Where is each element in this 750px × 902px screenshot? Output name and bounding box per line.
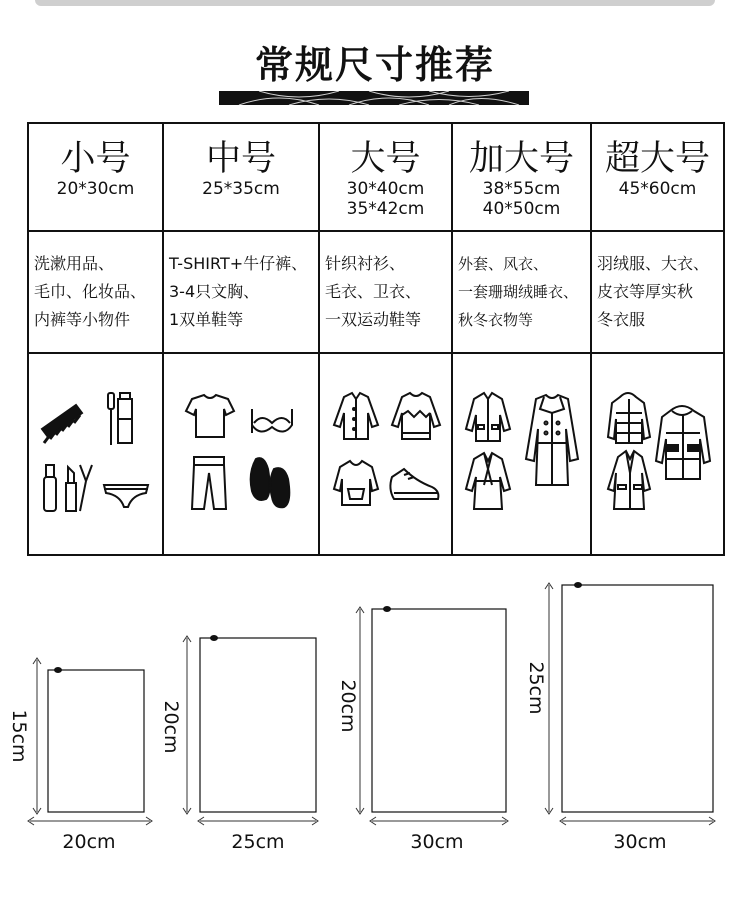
- usage-line: 冬衣服: [597, 310, 646, 329]
- parka-icon: [656, 406, 710, 479]
- bra-icon: [252, 409, 292, 433]
- toothpaste-icon: [118, 393, 132, 443]
- size-dimension: 38*55cm: [482, 179, 561, 199]
- usage-line: 毛衣、卫衣、: [325, 282, 422, 301]
- height-label: 20cm: [160, 700, 182, 754]
- usage-line: 内裤等小物件: [34, 310, 131, 329]
- title-decoration: [219, 91, 529, 105]
- icon-cell-large: [319, 353, 452, 555]
- size-dimension: 30*40cm: [346, 179, 425, 199]
- width-label: 20cm: [62, 831, 116, 853]
- size-cell-medium: [163, 123, 319, 231]
- size-cell-small: [28, 123, 163, 231]
- usage-line: 秋冬衣物等: [458, 311, 534, 329]
- size-row: [28, 123, 724, 231]
- usage-cell-small: [28, 231, 163, 353]
- height-label: 15cm: [8, 709, 30, 763]
- bag-medium: [160, 635, 318, 853]
- comb-icon: [42, 405, 82, 443]
- width-label: 25cm: [231, 831, 285, 853]
- width-label: 30cm: [613, 831, 667, 853]
- trench-coat-icon: [526, 395, 578, 485]
- icon-cell-xl: [452, 353, 591, 555]
- bag-seal-dot: [54, 667, 62, 673]
- bag-seal-dot: [210, 635, 218, 641]
- sneaker-icon: [390, 469, 438, 499]
- icon-cell-medium: [163, 353, 319, 555]
- page-title: 常规尺寸推荐: [254, 43, 495, 87]
- size-name: 加大号: [468, 139, 574, 179]
- size-dimension: 40*50cm: [482, 199, 561, 219]
- size-name: 小号: [60, 139, 131, 179]
- size-cell-large: [319, 123, 452, 231]
- usage-line: 一双运动鞋等: [325, 310, 422, 329]
- size-name: 大号: [350, 139, 421, 179]
- down-jacket-icon: [608, 393, 650, 443]
- size-cell-xxl: [591, 123, 724, 231]
- sweater-icon: [392, 393, 440, 439]
- bag-size-diagram: [0, 570, 750, 902]
- cosmetics-icon: [44, 465, 92, 511]
- bag-outline: [372, 609, 506, 812]
- width-label: 30cm: [410, 831, 464, 853]
- usage-line: 外套、风衣、: [458, 255, 549, 273]
- height-label: 20cm: [337, 679, 359, 733]
- height-label: 25cm: [525, 661, 547, 715]
- usage-line: 3-4只文胸、: [169, 282, 260, 301]
- shoes-icon: [251, 458, 290, 507]
- icon-cell-small: [28, 353, 163, 555]
- size-table: [27, 122, 725, 556]
- usage-row: [28, 231, 724, 353]
- robe-icon: [466, 453, 510, 509]
- bag-seal-dot: [383, 606, 391, 612]
- bag-outline: [562, 585, 713, 812]
- bag-outline: [48, 670, 144, 812]
- bag-seal-dot: [574, 582, 582, 588]
- usage-line: 羽绒服、大衣、: [597, 254, 710, 273]
- underwear-icon: [104, 485, 148, 507]
- size-dimension: 25*35cm: [202, 179, 280, 199]
- coat-icon: [608, 451, 650, 509]
- size-cell-xl: [452, 123, 591, 231]
- usage-line: 洗漱用品、: [34, 254, 115, 273]
- size-dimension: 35*42cm: [346, 199, 425, 219]
- bag-large: [337, 606, 508, 853]
- top-band: [35, 0, 715, 6]
- usage-line: 1双单鞋等: [169, 310, 244, 329]
- shirt-icon: [334, 393, 378, 439]
- bag-outline: [200, 638, 316, 812]
- size-name: 超大号: [604, 139, 710, 179]
- usage-line: 针织衬衫、: [325, 254, 406, 273]
- jeans-icon: [192, 457, 226, 509]
- jacket-icon: [466, 393, 510, 441]
- usage-cell-xl: [452, 231, 591, 353]
- bag-xl: [525, 582, 715, 853]
- usage-line: 皮衣等厚实秋: [597, 282, 694, 301]
- usage-line: 一套珊瑚绒睡衣、: [458, 283, 579, 301]
- usage-cell-xxl: [591, 231, 724, 353]
- usage-line: T-SHIRT+牛仔裤、: [169, 254, 308, 273]
- usage-line: 毛巾、化妆品、: [34, 282, 147, 301]
- icon-cell-xxl: [591, 353, 724, 555]
- usage-cell-large: [319, 231, 452, 353]
- size-dimension: 20*30cm: [56, 179, 135, 199]
- usage-cell-medium: [163, 231, 319, 353]
- toothbrush-icon: [108, 393, 114, 445]
- tshirt-icon: [186, 395, 234, 437]
- icon-row: [28, 353, 724, 555]
- hoodie-icon: [334, 461, 378, 505]
- bag-small: [8, 658, 152, 853]
- size-dimension: 45*60cm: [618, 179, 697, 199]
- size-name: 中号: [205, 139, 276, 179]
